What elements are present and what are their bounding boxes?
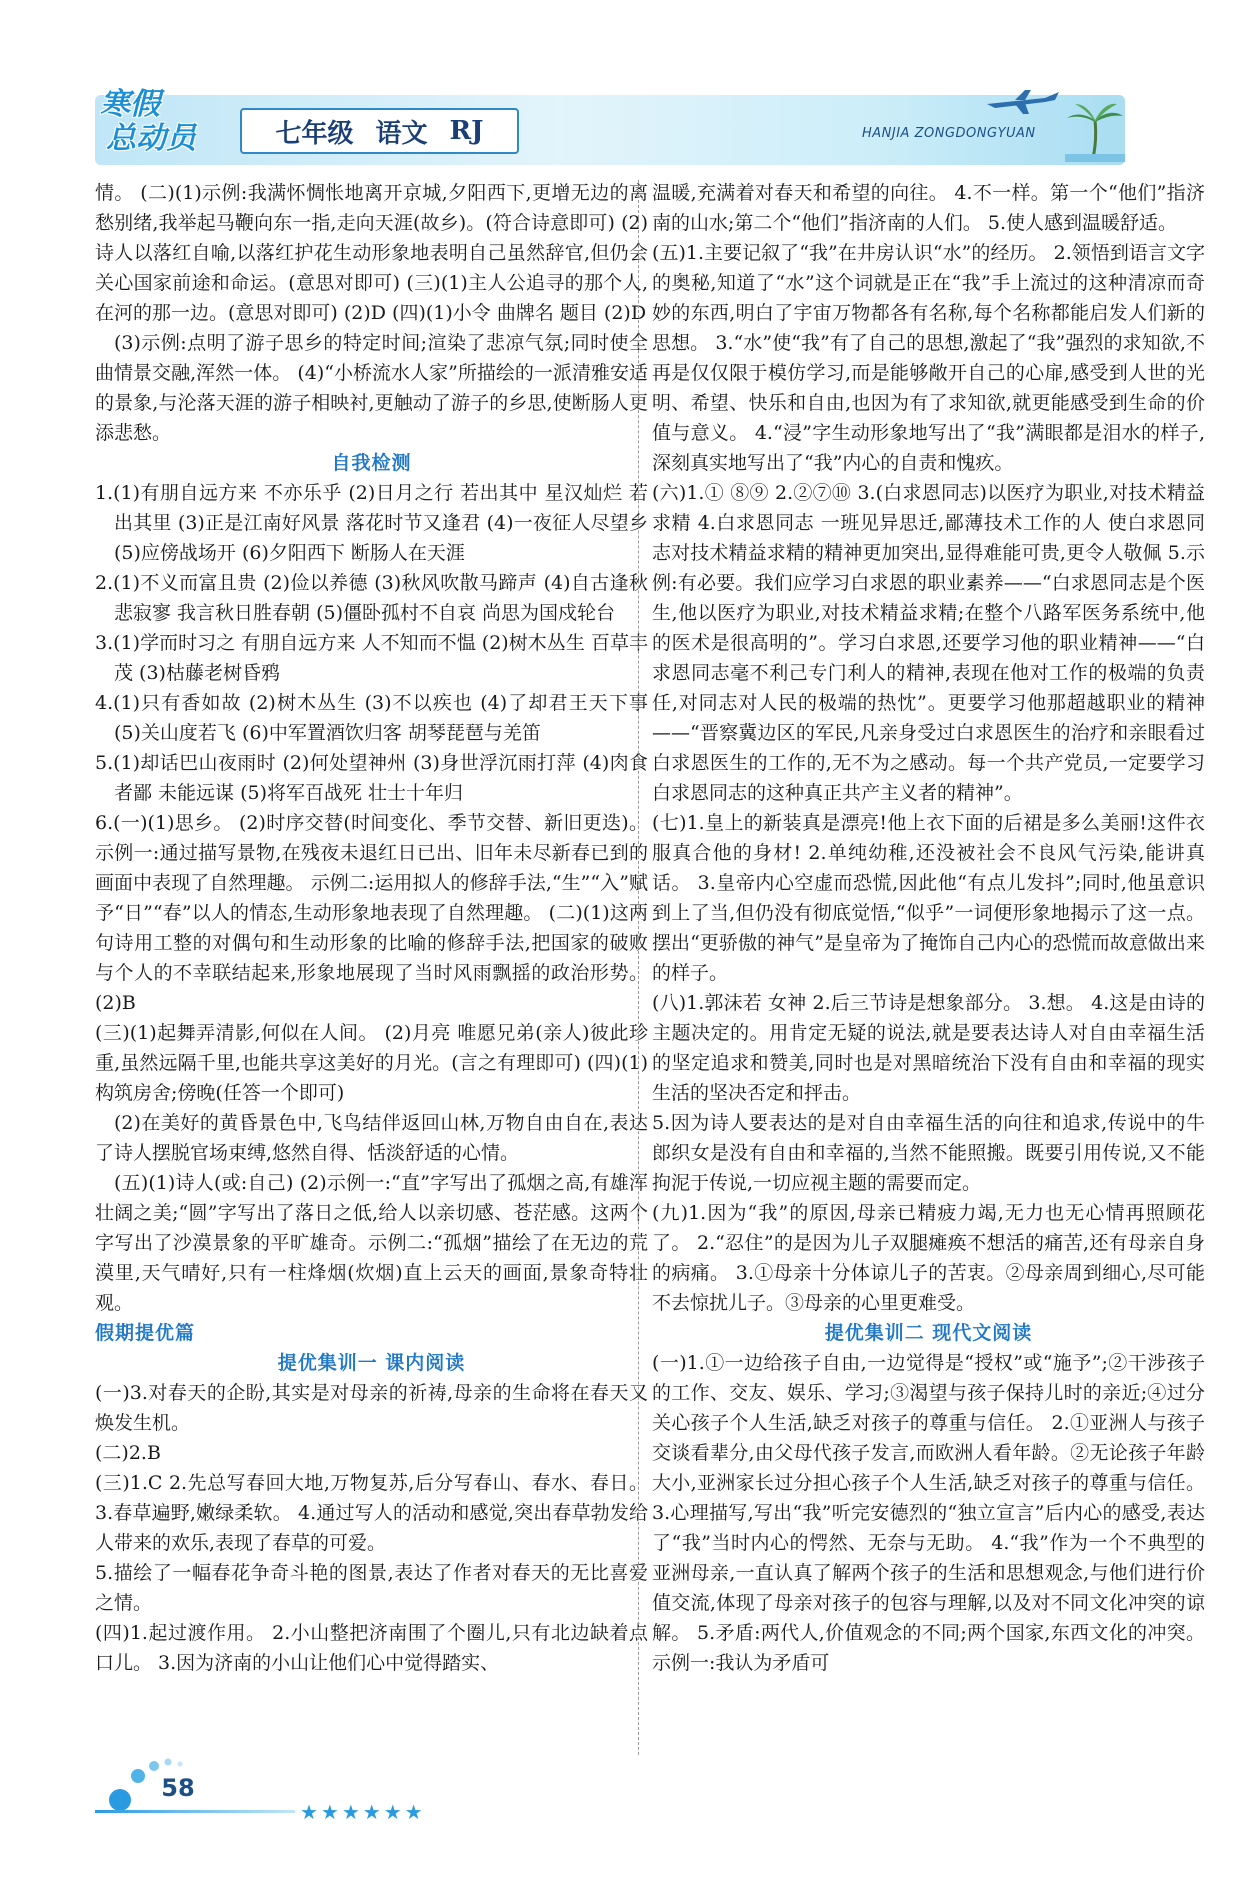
answer-item: (九)1.因为“我”的原因,母亲已精疲力竭,无力也无心情再照顾花了。 2.“忍住”的是因为儿子双腿瘫痪不想活的痛苦,还有母亲自身的病痛。 3.①母亲十分体谅儿子的苦衷。②母亲周到细心,尽可能不去惊扰儿子。③母亲的心里更难受。	[652, 1202, 1205, 1314]
answer-item: (八)1.郭沫若 女神 2.后三节诗是想象部分。 3.想。 4.这是由诗的主题决定的。用肯定无疑的说法,就是要表达诗人对自由幸福生活的坚定追求和赞美,同时也是对黑暗统治下没有自由和幸福的现实生活的坚决否定和抨击。	[652, 992, 1205, 1104]
answer-paragraph: 情。 (二)(1)示例:我满怀惆怅地离开京城,夕阳西下,更增无边的离愁别绪,我举起马鞭向东一指,走向天涯(故乡)。(符合诗意即可) (2)诗人以落红自喻,以落红护花生动形象地表明自己虽然辞官,但仍会关心国家前途和命运。(意思对即可) (三)(1)主人公追寻的那个人,在河的那一边。(意思对即可) (2)D (四)(1)小令 曲牌名 题目 (2)D	[95, 182, 648, 324]
answer-item: 5.描绘了一幅春花争奇斗艳的图景,表达了作者对春天的无比喜爱之情。	[95, 1562, 648, 1614]
section-title-self-check: 自我检测	[331, 452, 412, 474]
answer-item: (三)1.C 2.先总写春回大地,万物复苏,后分写春山、春水、春日。 3.春草遍野,嫩绿柔软。 4.通过写人的活动和感觉,突出春草勃发给人带来的欢乐,表现了春草的可爱。	[95, 1472, 648, 1554]
grade-subject-box	[240, 108, 519, 154]
page-number: 58	[161, 1774, 195, 1802]
grade-label: 七年级	[275, 118, 354, 149]
logo-line-2: 总动员	[106, 121, 196, 156]
answer-item: (二)2.B	[95, 1442, 161, 1464]
section-title-train-2: 提优集训二 现代文阅读	[824, 1322, 1033, 1344]
answer-item: (七)1.皇上的新装真是漂亮!他上衣下面的后裙是多么美丽!这件衣服真合他的身材! 2.单纯幼稚,还没被社会不良风气污染,能讲真话。 3.皇帝内心空虚而恐慌,因此他“有点儿发抖”;同时,他虽意识到上了当,但仍没有彻底觉悟,“似乎”一词便形象地揭示了这一点。摆出“更骄傲的神气”是皇帝为了掩饰自己内心的恐慌而故意做出来的样子。	[652, 812, 1205, 984]
column-divider	[638, 180, 639, 1755]
subject-label: 语文	[375, 118, 428, 149]
answer-item: (一)3.对春天的企盼,其实是对母亲的祈祷,母亲的生命将在春天又焕发生机。	[95, 1382, 648, 1434]
answer-item: (四)1.起过渡作用。 2.小山整把济南围了个圈儿,只有北边缺着点口儿。 3.因为济南的小山让他们心中觉得踏实、	[95, 1622, 648, 1674]
answer-item: (三)(1)起舞弄清影,何似在人间。 (2)月亮 唯愿兄弟(亲人)彼此珍重,虽然远隔千里,也能共享这美好的月光。(言之有理即可) (四)(1)构筑房舍;傍晚(任答一个即可)	[95, 1022, 648, 1104]
logo-line-1: 寒假	[100, 87, 160, 122]
left-column	[95, 178, 648, 1678]
page-header	[0, 0, 1250, 175]
airplane-icon	[985, 86, 1065, 116]
answer-item: 5.(1)却话巴山夜雨时 (2)何处望神州 (3)身世浮沉雨打萍 (4)肉食者鄙 未能远谋 (5)将军百战死 壮士十年归	[95, 752, 648, 804]
answer-item: 5.因为诗人要表达的是对自由幸福生活的向往和追求,传说中的牛郎织女是没有自由和幸福的,当然不能照搬。既要引用传说,又不能拘泥于传说,一切应视主题的需要而定。	[652, 1112, 1205, 1194]
answer-item: (2)在美好的黄昏景色中,飞鸟结伴返回山林,万物自由自在,表达了诗人摆脱官场束缚,悠然自得、恬淡舒适的心情。	[95, 1112, 648, 1164]
series-logo	[100, 88, 210, 166]
palm-tree-icon	[1065, 100, 1125, 162]
right-column	[652, 178, 1205, 1678]
answer-paragraph: (3)示例:点明了游子思乡的特定时间;渲染了悲凉气氛;同时使全曲情景交融,浑然一体。 (4)“小桥流水人家”所描绘的一派清雅安适的景象,与沦落天涯的游子相映衬,更触动了游子的乡思,使断肠人更添悲愁。	[95, 332, 648, 444]
section-title-holiday: 假期提优篇	[95, 1322, 196, 1344]
answer-item: 4.(1)只有香如故 (2)树木丛生 (3)不以疾也 (4)了却君王天下事 (5)关山度若飞 (6)中军置酒饮归客 胡琴琵琶与羌笛	[95, 692, 648, 744]
brand-english: HANJIA ZONGDONGYUAN	[862, 126, 1036, 141]
answer-item: 3.(1)学而时习之 有朋自远方来 人不知而不愠 (2)树木丛生 百草丰茂 (3)枯藤老树昏鸦	[95, 632, 648, 684]
answer-item: 1.(1)有朋自远方来 不亦乐乎 (2)日月之行 若出其中 星汉灿烂 若出其里 (3)正是江南好风景 落花时节又逢君 (4)一夜征人尽望乡 (5)应傍战场开 (6)夕阳西下 断肠人在天涯	[95, 482, 648, 564]
answer-item: (六)1.① ⑧⑨ 2.②⑦⑩ 3.(白求恩同志)以医疗为职业,对技术精益求精 4.白求恩同志 一班见异思迁,鄙薄技术工作的人 使白求恩同志对技术精益求精的精神更加突出,显得难能可贵,更令人敬佩 5.示例:有必要。我们应学习白求恩的职业素养——“白求恩同志是个医生,他以医疗为职业,对技术精益求精;在整个八路军医务系统中,他的医术是很高明的”。学习白求恩,还要学习他的职业精神——“白求恩同志毫不利己专门利人的精神,表现在他对工作的极端的负责任,对同志对人民的极端的热忱”。更要学习他那超越职业的精神——“晋察冀边区的军民,凡亲身受过白求恩医生的治疗和亲眼看过白求恩医生的工作的,无不为之感动。每一个共产党员,一定要学习白求恩同志的这种真正共产主义者的精神”。	[652, 482, 1205, 804]
footer-stars: ★★★★★★	[300, 1800, 426, 1824]
answer-item: (一)1.①一边给孩子自由,一边觉得是“授权”或“施予”;②干涉孩子的工作、交友、娱乐、学习;③渴望与孩子保持儿时的亲近;④过分关心孩子个人生活,缺乏对孩子的尊重与信任。 2.①亚洲人与孩子交谈看辈分,由父母代孩子发言,而欧洲人看年龄。②无论孩子年龄大小,亚洲家长过分担心孩子个人生活,缺乏对孩子的尊重与信任。 3.心理描写,写出“我”听完安德烈的“独立宣言”后内心的感受,表达了“我”当时内心的愕然、无奈与无助。 4.“我”作为一个不典型的亚洲母亲,一直认真了解两个孩子的生活和思想观念,与他们进行价值交流,体现了母亲对孩子的包容与理解,以及对不同文化冲突的谅解。 5.矛盾:两代人,价值观念的不同;两个国家,东西文化的冲突。示例一:我认为矛盾可	[652, 1352, 1205, 1674]
section-title-train-1: 提优集训一 课内阅读	[277, 1352, 466, 1374]
answer-item: (五)1.主要记叙了“我”在井房认识“水”的经历。 2.领悟到语言文字的奥秘,知道了“水”这个词就是正在“我”手上流过的这种清凉而奇妙的东西,明白了宇宙万物都各有名称,每个名称都能启发人们新的思想。 3.“水”使“我”有了自己的思想,激起了“我”强烈的求知欲,不再是仅仅限于模仿学习,而是能够敞开自己的心扉,感受到人世的光明、希望、快乐和自由,也因为有了求知欲,就更能感受到生命的价值与意义。 4.“浸”字生动形象地写出了“我”满眼都是泪水的样子,深刻真实地写出了“我”内心的自责和愧疚。	[652, 242, 1205, 474]
answer-paragraph: 温暖,充满着对春天和希望的向往。 4.不一样。第一个“他们”指济南的山水;第二个“他们”指济南的人们。 5.使人感到温暖舒适。	[652, 182, 1205, 234]
answer-item: 2.(1)不义而富且贵 (2)俭以养德 (3)秋风吹散马蹄声 (4)自古逢秋悲寂寥 我言秋日胜春朝 (5)僵卧孤村不自哀 尚思为国戍轮台	[95, 572, 648, 624]
footer-line	[95, 1810, 295, 1813]
answer-item: (五)(1)诗人(或:自己) (2)示例一:“直”字写出了孤烟之高,有雄浑壮阔之美;“圆”字写出了落日之低,给人以亲切感、苍茫感。这两个字写出了沙漠景象的平旷雄奇。示例二:“孤烟”描绘了在无边的荒漠里,天气晴好,只有一柱烽烟(炊烟)直上云天的画面,景象奇特壮观。	[95, 1172, 648, 1314]
answer-item: 6.(一)(1)思乡。 (2)时序交替(时间变化、季节交替、新旧更迭)。示例一:通过描写景物,在残夜未退红日已出、旧年未尽新春已到的画面中表现了自然理趣。 示例二:运用拟人的修辞手法,“生”“入”赋予“日”“春”以人的情态,生动形象地表现了自然理趣。 (二)(1)这两句诗用工整的对偶句和生动形象的比喻的修辞手法,把国家的破败与个人的不幸联结起来,形象地展现了当时风雨飘摇的政治形势。 (2)B	[95, 812, 648, 1014]
edition-label: RJ	[449, 116, 484, 146]
